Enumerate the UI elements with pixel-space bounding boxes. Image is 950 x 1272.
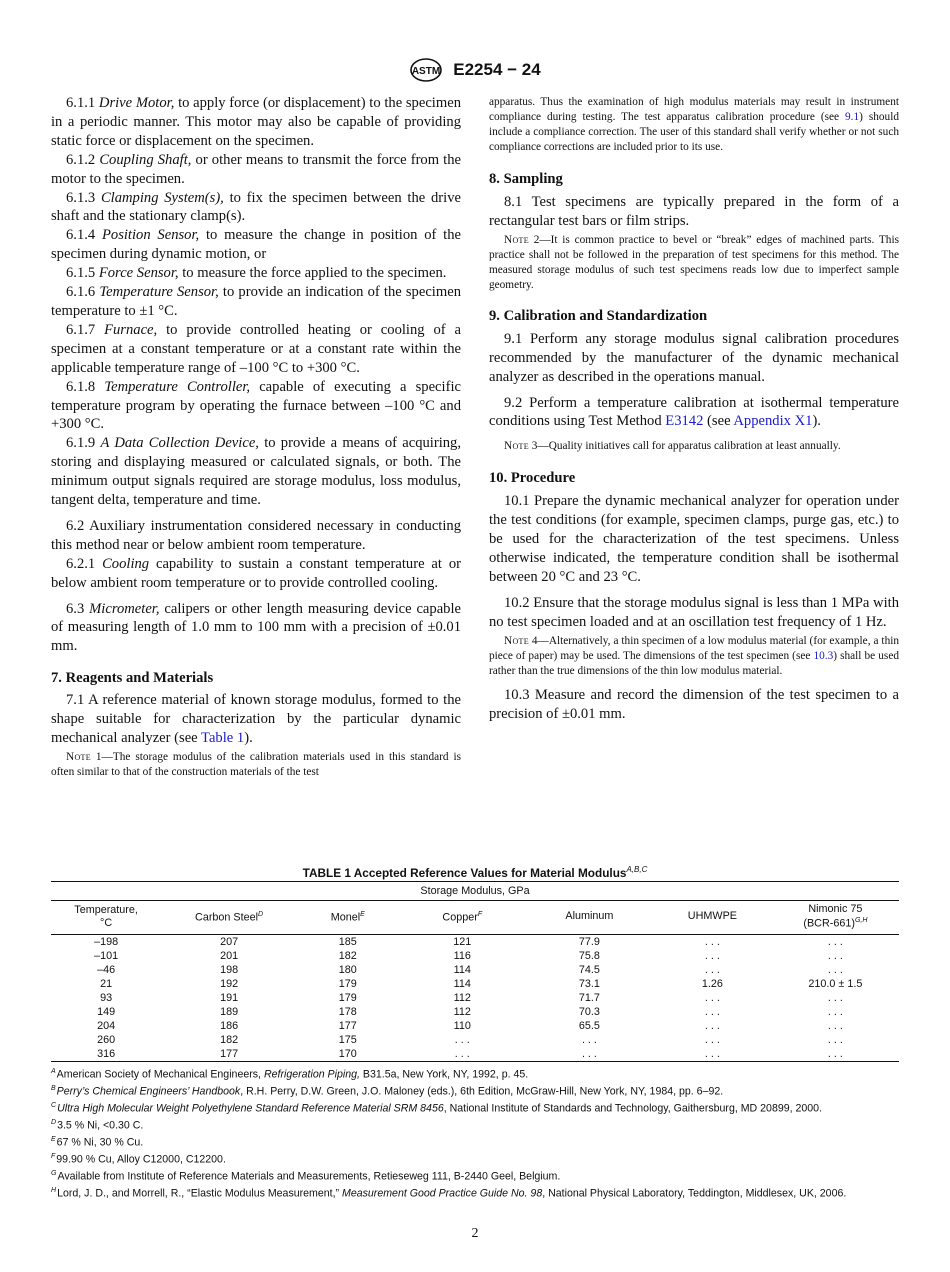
heading-section-9: 9. Calibration and Standardization (489, 307, 708, 324)
table-cell: 71.7 (578, 991, 600, 1004)
table-footnote: $^D$3.5 % Ni, <0.30 C. (51, 1118, 144, 1132)
para-6-1-9: 6.1.9 A Data Collection Device, to provide a means of acquiring, storing and displaying measured or calculated signals, or both. The minimum output signals required are storage modulus, loss modulus, tangent delta, temperature and time. (51, 435, 462, 509)
para-6-1-4: 6.1.4 Position Sensor, to measure the change in position of the specimen during dynamic motion, or (51, 227, 461, 263)
para-8-1: 8.1 Test specimens are typically prepared in the form of a rectangular test bars or film strips. (489, 194, 899, 229)
para-6-2-1: 6.2.1 Cooling capability to sustain a constant temperature at or below ambient room temperature or to provide controlled cooling. (51, 555, 461, 591)
para-6-1-2: 6.1.2 Coupling Shaft, or other means to transmit the force from the motor to the specimen. (51, 151, 462, 187)
table-cell: 121 (453, 935, 472, 948)
table-cell: 186 (220, 1019, 239, 1032)
heading-section-7: 7. Reagents and Materials (51, 670, 214, 687)
table-cell: 114 (453, 963, 471, 976)
link-e3142[interactable]: E3142 (665, 413, 704, 430)
table-cell: 75.8 (578, 949, 600, 962)
table-col-header: Aluminum (526, 900, 653, 934)
table-footnote: $^A$American Society of Mechanical Engineers, Refrigeration Piping, B31.5a, New York, NY, 1992, p. 45. (51, 1067, 529, 1081)
table-col-header: Monel$^E$ (297, 900, 399, 934)
table-cell: 74.5 (578, 963, 600, 976)
table-row (51, 977, 899, 991)
table-cell: . . . (704, 935, 720, 948)
link-10-3[interactable]: 10.3 (813, 649, 834, 662)
table-cell: . . . (827, 963, 843, 976)
table-cell: 189 (220, 1005, 239, 1018)
table-cell: 65.5 (578, 1019, 600, 1032)
table-cell: . . . (581, 1033, 597, 1046)
table-cell: . . . (827, 1019, 843, 1032)
link-appendix-x1[interactable]: Appendix X1 (733, 413, 813, 430)
table-cell: 116 (453, 949, 471, 962)
table-cell: 316 (51, 1047, 161, 1062)
right-column (489, 94, 899, 724)
heading-section-8: 8. Sampling (489, 171, 563, 187)
table-cell: . . . (827, 1005, 843, 1018)
para-6-3: 6.3 Micrometer, calipers or other length measuring device capable of measuring length of 1.0 mm to 100 mm with a precision of ±0.01 mm. (51, 600, 461, 655)
table-cell: 178 (338, 1005, 357, 1018)
reference-values-table-block (51, 862, 899, 1202)
table-cell: 191 (220, 991, 239, 1004)
table-cell: . . . (704, 1019, 720, 1032)
table-span-header: Storage Modulus, GPa (51, 881, 899, 900)
note-2: Note 2—It is common practice to bevel or “break” edges of machined parts. This practice shall not be followed in the preparation of test specimens for this method. The measured storage modulus of such test specimens reads low due to imperfect sample geometry. (489, 233, 899, 291)
table-row (51, 1019, 899, 1033)
table-col-header: UHMWPE (653, 900, 772, 934)
table-cell: . . . (653, 1047, 772, 1062)
table-row (51, 1005, 899, 1019)
table-cell: 112 (453, 991, 471, 1004)
link-9-1[interactable]: 9.1 (845, 111, 860, 123)
reference-values-table (51, 881, 899, 1062)
table-cell: . . . (454, 1033, 470, 1046)
table-cell: . . . (526, 1047, 653, 1062)
table-cell: –101 (94, 949, 119, 962)
table-cell: 114 (453, 977, 471, 990)
para-7-1: 7.1 A reference material of known storage modulus, formed to the shape suitable for characterization by the particular dynamic mechanical analyzer (see Table 1). (51, 692, 461, 747)
table-footnote: $^E$67 % Ni, 30 % Cu. (51, 1136, 144, 1149)
para-10-1: 10.1 Prepare the dynamic mechanical analyzer for operation under the test conditions (for example, specimen clamps, purge gas, etc.) to be used for the characterization of the test specimens. Unless otherwise indicated, the temperature condition shall be isothermal between 20 °C and 23 °C. (489, 493, 899, 585)
table-row (51, 1047, 899, 1062)
table-cell: 207 (220, 935, 239, 948)
left-column (51, 94, 461, 780)
table-cell: 260 (97, 1033, 116, 1046)
table-cell: . . . (827, 1033, 843, 1046)
table-cell: 93 (100, 991, 113, 1004)
para-9-1: 9.1 Perform any storage modulus signal calibration procedures recommended by the manufacturer of the dynamic mechanical analyzer as described in the operations manual. (489, 330, 899, 385)
table-cell: 179 (338, 991, 357, 1004)
page-header (0, 57, 950, 83)
table-cell: . . . (827, 935, 843, 948)
table-footnote: $^C$Ultra High Molecular Weight Polyethylene Standard Reference Material SRM 8456, National Institute of Standards and Technology, Gaithersburg, MD 20899, 2000. (51, 1101, 823, 1115)
table-cell: 201 (220, 949, 239, 962)
table-cell: . . . (704, 1005, 720, 1018)
table-cell: 112 (453, 1005, 471, 1018)
table-cell: 179 (338, 977, 357, 990)
para-6-1-7: 6.1.7 Furnace, to provide controlled heating or cooling of a specimen at a constant temperature or at a constant rate within the applicable temperature range of –100 °C to +300 °C. (51, 321, 461, 376)
para-6-1-1: 6.1.1 Drive Motor, to apply force (or displacement) to the specimen in a periodic manner. This motor may also be capable of providing static force or displacement on the specimen. (51, 95, 461, 149)
table-cell: 21 (100, 977, 113, 990)
table-cell: 73.1 (578, 977, 600, 990)
table-cell: . . . (827, 991, 843, 1004)
table-cell: 192 (220, 977, 239, 990)
note-1: Note 1—The storage modulus of the calibration materials used in this standard is often similar to that of the construction materials of the test (51, 751, 462, 778)
table-cell: 177 (338, 1019, 357, 1032)
table-footnotes (51, 1065, 899, 1202)
note-3: Note 3—Quality initiatives call for apparatus calibration at least annually. (504, 440, 841, 453)
table-row (51, 1033, 899, 1047)
link-table-1[interactable]: Table 1 (201, 730, 245, 747)
para-10-3: 10.3 Measure and record the dimension of the test specimen to a precision of ±0.01 mm. (489, 686, 899, 722)
table-col-header: Carbon Steel$^D$ (161, 900, 297, 934)
para-6-1-5: 6.1.5 Force Sensor, to measure the force applied to the specimen. (66, 265, 447, 282)
table-cell: 70.3 (578, 1005, 600, 1018)
para-6-1-8: 6.1.8 Temperature Controller, capable of executing a specific temperature program by operating the furnace between –100 °C and +300 °C. (51, 378, 461, 433)
table-footnote: $^H$Lord, J. D., and Morrell, R., “Elastic Modulus Measurement,” Measurement Good Practice Guide No. 98, National Physical Laboratory, Teddington, Middlesex, UK, 2006. (51, 1187, 847, 1200)
table-cell: 182 (220, 1033, 239, 1046)
table-footnote: $^B$Perry’s Chemical Engineers’ Handbook, R.H. Perry, D.W. Green, J.O. Maloney (eds.), 6th Edition, McGraw-Hill, New York, NY, 1984, pp. 6–92. (51, 1084, 724, 1098)
table-cell: . . . (704, 949, 720, 962)
table-caption: TABLE 1 Accepted Reference Values for Material Modulus$^{A,B,C}$ (302, 865, 648, 880)
table-row (51, 949, 899, 963)
para-6-2: 6.2 Auxiliary instrumentation considered necessary in conducting this method near or below ambient room temperature. (51, 517, 461, 553)
table-cell: 177 (161, 1047, 297, 1062)
table-cell: . . . (704, 991, 720, 1004)
table-cell: 1.26 (701, 977, 723, 990)
table-cell: 185 (338, 935, 357, 948)
table-row (51, 934, 899, 949)
table-cell: 210.0 ± 1.5 (808, 977, 863, 990)
table-cell: . . . (704, 963, 720, 976)
table-cell: 149 (97, 1005, 116, 1018)
table-cell: 182 (338, 949, 357, 962)
para-6-1-6: 6.1.6 Temperature Sensor, to provide an indication of the specimen temperature to ±1 °C. (51, 284, 461, 319)
page-number: 2 (471, 1226, 479, 1241)
table-cell: . . . (399, 1047, 526, 1062)
table-cell: . . . (704, 1033, 720, 1046)
note-1-continued: apparatus. Thus the examination of high modulus materials may result in instrument compliance during testing. The test apparatus calibration procedure (see 9.1) should include a compliance correction. The user of this standard shall verify whether or not such compliance corrections are included prior to its use. (489, 96, 899, 153)
para-10-2: 10.2 Ensure that the storage modulus signal is less than 1 MPa with no test specimen loaded and at an oscillation test frequency of 1 Hz. (489, 594, 899, 630)
table-cell: 110 (453, 1019, 471, 1032)
note-4: Note 4—Alternatively, a thin specimen of a low modulus material (for example, a thin piece of paper) may be used. The dimensions of the test specimen (see 10.3) shall be used rather than the true dimensions of the thin low modulus material. (489, 634, 899, 677)
table-col-header: Copper$^F$ (399, 900, 526, 934)
table-col-header: Temperature, °C (51, 900, 161, 934)
table-cell: 175 (338, 1033, 357, 1046)
table-cell: 198 (220, 963, 239, 976)
table-cell: 180 (338, 963, 357, 976)
para-6-1-3: 6.1.3 Clamping System(s), to fix the specimen between the drive shaft and the stationary clamp(s). (51, 189, 461, 225)
table-footnote: $^G$Available from Institute of Reference Materials and Measurements, Retieseweg 111, B-2440 Geel, Belgium. (51, 1170, 561, 1183)
table-cell: –46 (97, 963, 116, 976)
heading-section-10: 10. Procedure (489, 470, 576, 487)
table-row (51, 963, 899, 977)
astm-logo-icon (409, 57, 443, 83)
svg-text:ASTM: ASTM (412, 66, 441, 77)
table-cell: 204 (97, 1019, 116, 1032)
table-cell: . . . (827, 949, 843, 962)
table-row (51, 991, 899, 1005)
table-col-header: Nimonic 75 $(BCR-661)^{G,H}$ (772, 900, 899, 934)
para-9-2: 9.2 Perform a temperature calibration at isothermal temperature conditions using Test Method E3142 (see Appendix X1). (489, 394, 899, 430)
table-cell: 77.9 (578, 935, 600, 948)
designation-title: E2254 − 24 (453, 60, 541, 79)
table-footnote: $^F$99.90 % Cu, Alloy C12000, C12200. (51, 1153, 226, 1166)
table-cell: . . . (772, 1047, 899, 1062)
table-cell: –198 (94, 935, 119, 948)
table-cell: 170 (297, 1047, 399, 1062)
